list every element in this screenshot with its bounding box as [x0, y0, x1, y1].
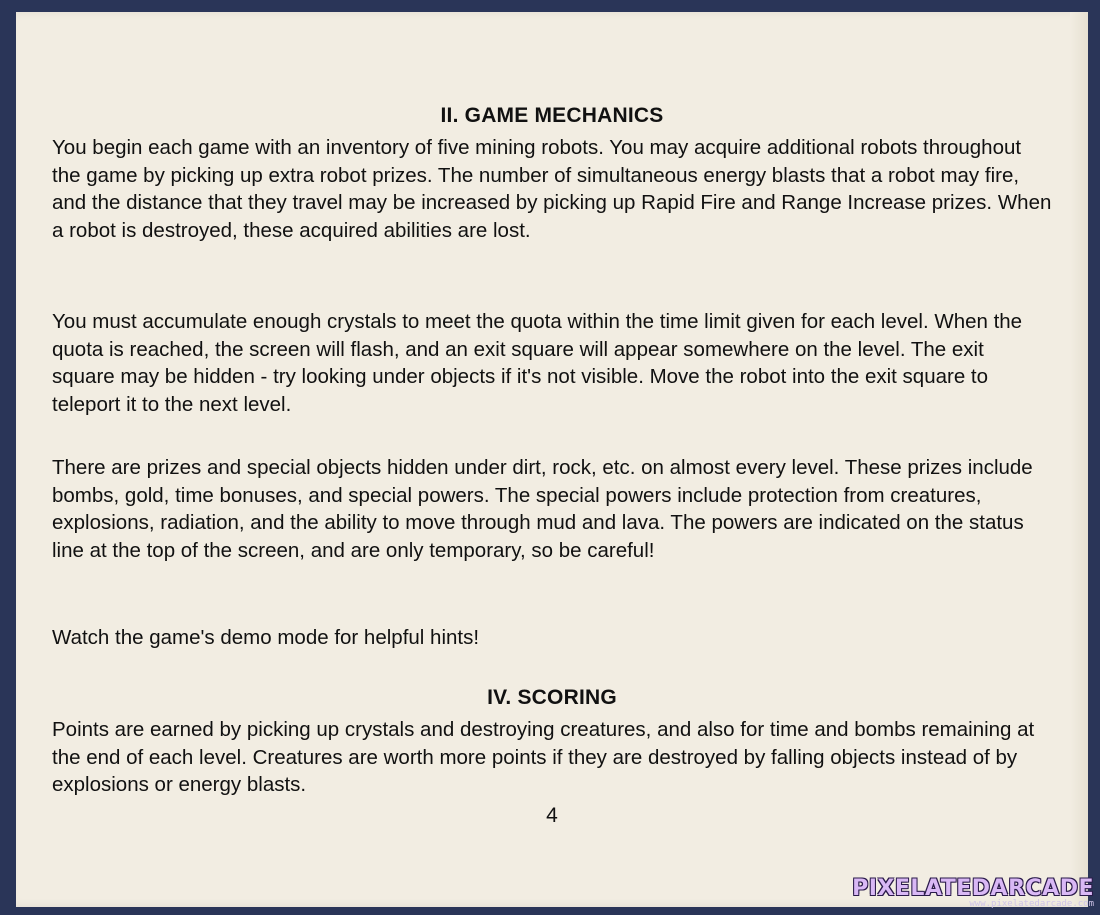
page-number: 4	[546, 804, 558, 827]
mechanics-paragraph-4: Watch the game's demo mode for helpful hints!	[52, 626, 480, 649]
manual-page	[16, 12, 1088, 907]
scoring-heading: IV. SCORING	[487, 686, 617, 709]
game-mechanics-heading: II. GAME MECHANICS	[440, 104, 664, 127]
mechanics-paragraph-1: You begin each game with an inventory of five mining robots. You may acquire additional robots throughout the game by picking up extra robot prizes. The number of simultaneous energy blasts that a robot may fire, and the distance that they travel may be increased by picking up Rapid Fire and Range Increase prizes. When a robot is destroyed, these acquired abilities are lost.	[52, 136, 1052, 242]
watermark-title: PIXELATEDARCADE	[852, 876, 1094, 901]
scoring-paragraph: Points are earned by picking up crystals and destroying creatures, and also for time and bombs remaining at the end of each level. Creatures are worth more points if they are destroyed by falling objects instead of by explosions or energy blasts.	[52, 718, 1035, 796]
site-watermark	[852, 876, 1094, 909]
mechanics-paragraph-2: You must accumulate enough crystals to meet the quota within the time limit given for each level. When the quota is reached, the screen will flash, and an exit square will appear somewhere on the level. The exit square may be hidden - try looking under objects if it's not visible. Move the robot into the exit square to teleport it to the next level.	[52, 310, 1023, 416]
watermark-url: www.pixelatedarcade.com	[969, 899, 1094, 909]
mechanics-paragraph-3: There are prizes and special objects hidden under dirt, rock, etc. on almost every level. These prizes include bombs, gold, time bonuses, and special powers. The special powers include protection from creatures, explosions, radiation, and the ability to move through mud and lava. The powers are indicated on the status line at the top of the screen, and are only temporary, so be careful!	[52, 456, 1033, 562]
page-edge-shadow	[1070, 12, 1088, 907]
